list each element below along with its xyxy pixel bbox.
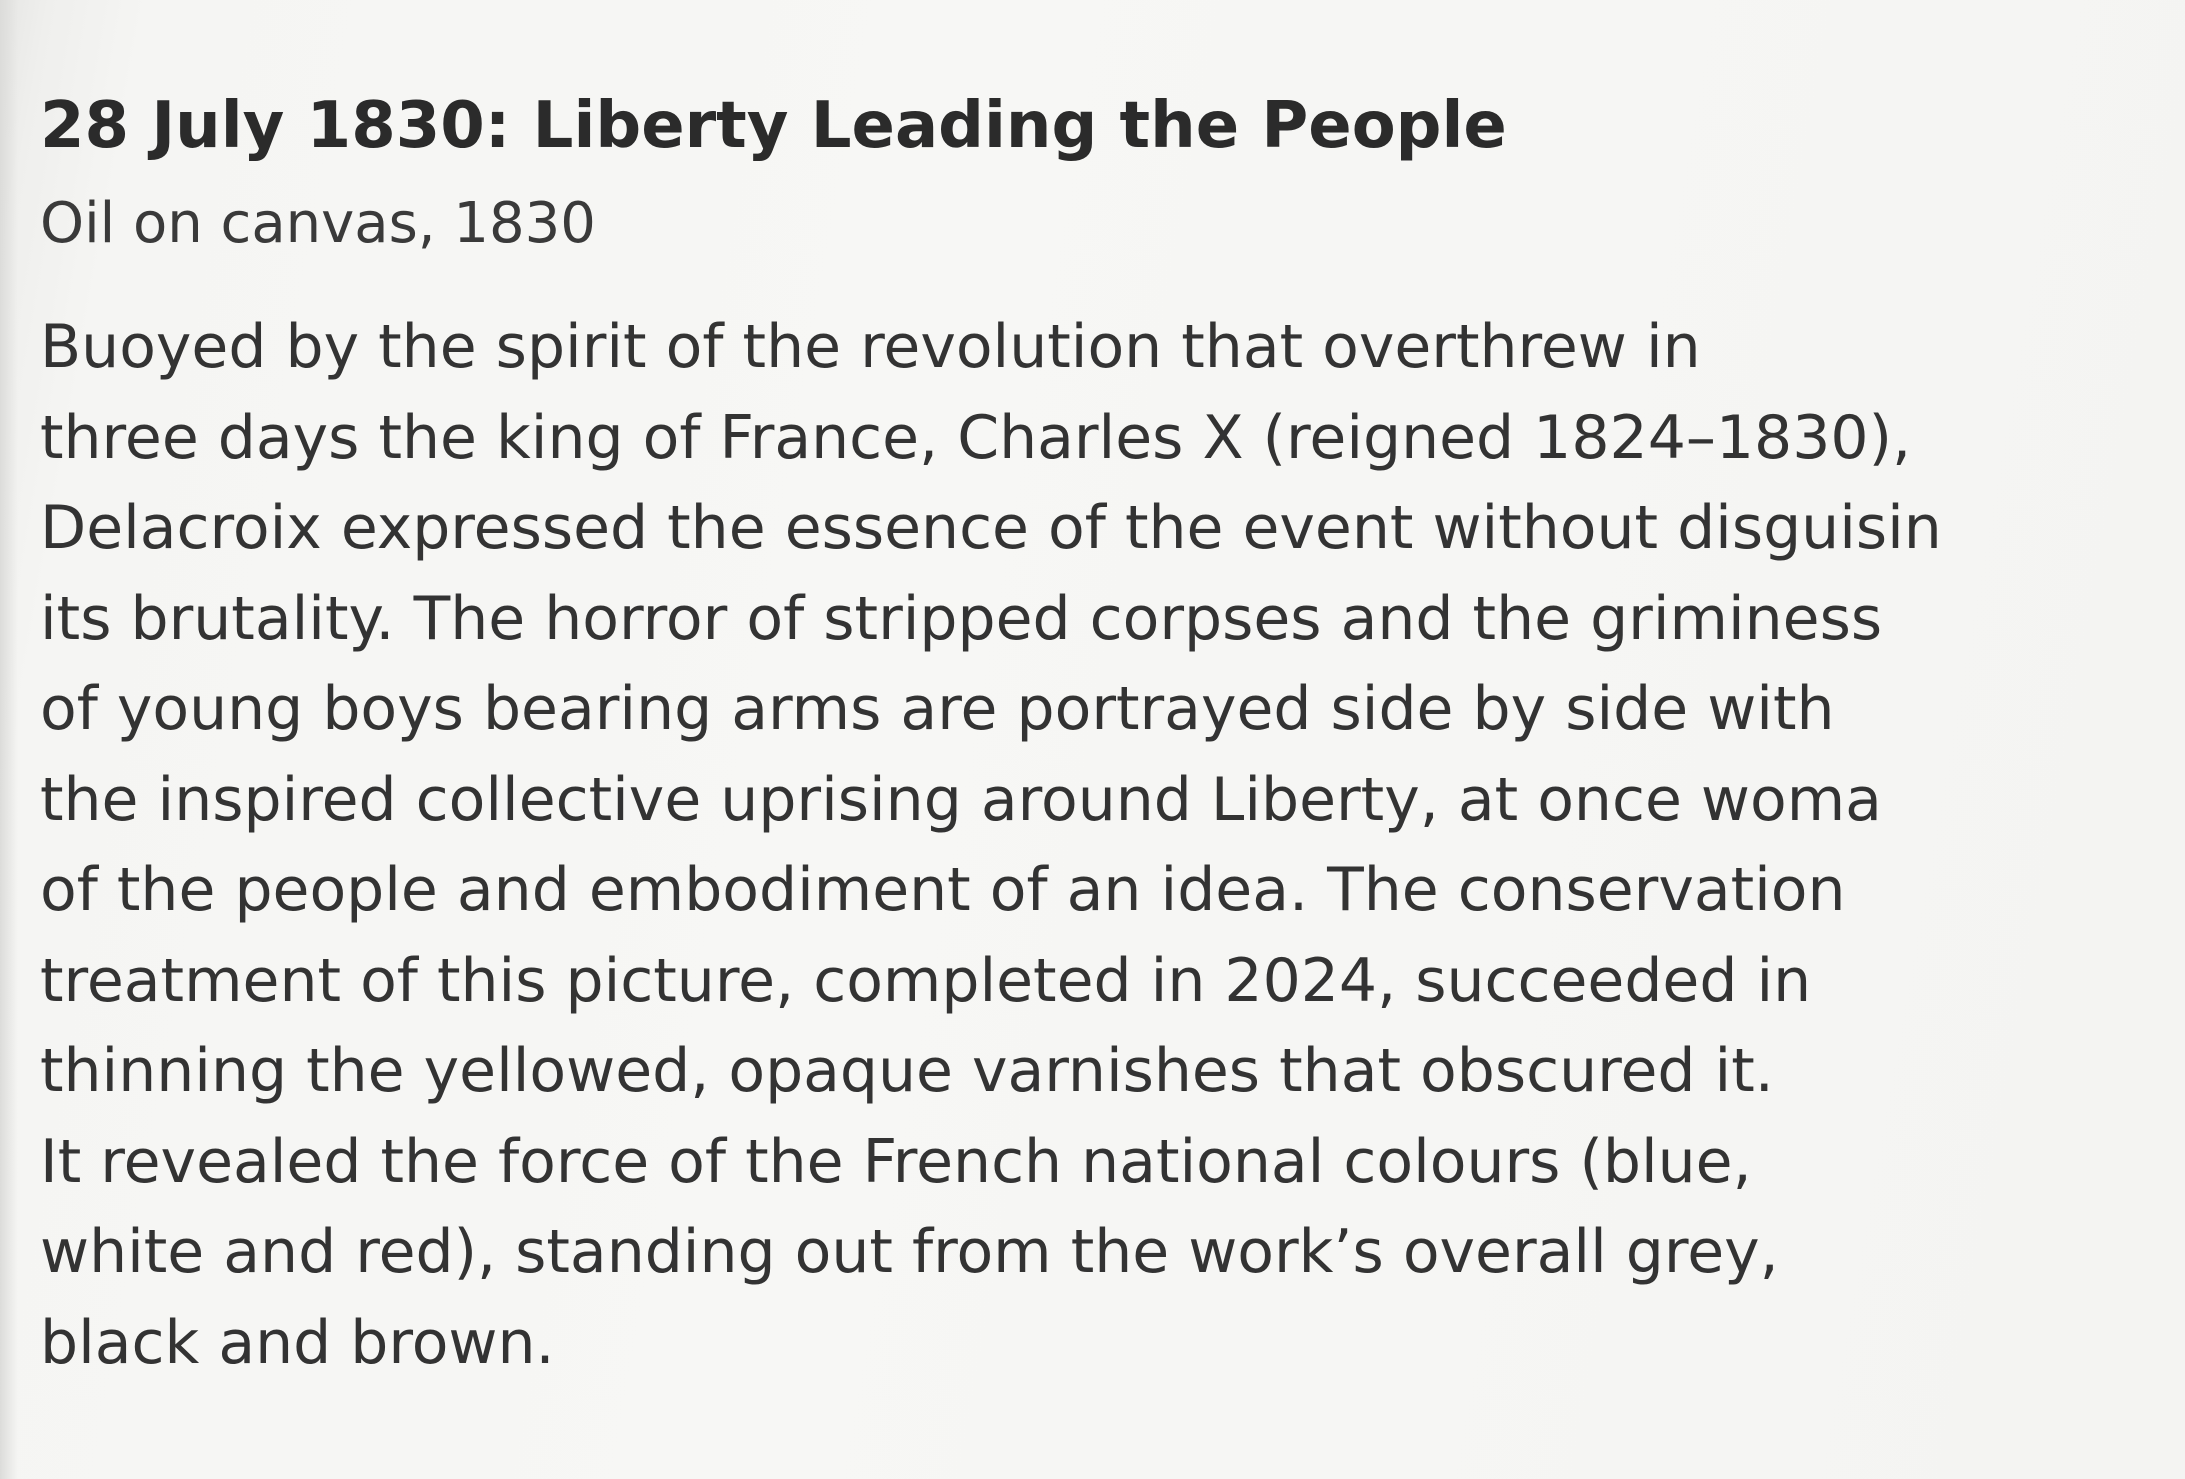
description-line: black and brown. xyxy=(40,1307,555,1378)
artwork-description xyxy=(40,302,2185,1388)
description-line: of the people and embodiment of an idea. The conservation xyxy=(40,855,1846,925)
description-line: thinning the yellowed, opaque varnishes that obscured it. xyxy=(40,1036,1774,1106)
description-line: three days the king of France, Charles X (reigned 1824–1830), xyxy=(40,402,1912,473)
artwork-medium-date: Oil on canvas, 1830 xyxy=(40,191,596,256)
description-line: the inspired collective uprising around Liberty, at once woma xyxy=(40,764,1882,835)
description-line: Buoyed by the spirit of the revolution that overthrew in xyxy=(40,312,1701,382)
description-line: its brutality. The horror of stripped corpses and the griminess xyxy=(40,583,1883,654)
description-line: treatment of this picture, completed in 2024, succeeded in xyxy=(40,945,1812,1016)
museum-label xyxy=(40,86,2185,1479)
description-line: of young boys bearing arms are portrayed side by side with xyxy=(40,674,1835,744)
description-line: white and red), standing out from the work’s overall grey, xyxy=(40,1217,1779,1287)
description-line: It revealed the force of the French national colours (blue, xyxy=(40,1126,1752,1197)
artwork-title: 28 July 1830: Liberty Leading the People xyxy=(40,89,1507,163)
card-edge-shadow xyxy=(0,0,18,1479)
description-line: Delacroix expressed the essence of the event without disguisin xyxy=(40,493,1942,563)
